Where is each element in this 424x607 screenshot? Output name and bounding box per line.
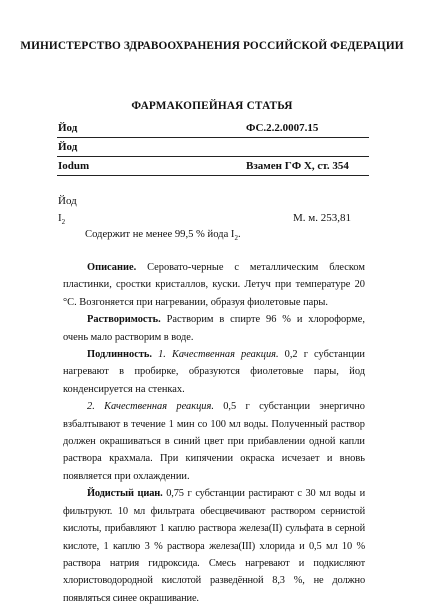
ministry-heading: МИНИСТЕРСТВО ЗДРАВООХРАНЕНИЯ РОССИЙСКОЙ ФЕДЕРАЦИИ <box>20 40 404 52</box>
name-russian-1: Йод <box>58 122 78 134</box>
article-code: ФС.2.2.0007.15 <box>246 122 319 134</box>
name-russian-2: Йод <box>58 141 78 153</box>
content-statement: Содержит не менее 99,5 % йода $I_2$. <box>85 229 241 243</box>
identity-label: Подлинность. <box>87 349 153 361</box>
substance-formula: $I_2$ <box>58 212 66 227</box>
identity-paragraph-2: 2. Качественная реакция. 0,5 г субстанции энергично взбалтывают в течение 1 мин со 100 мл воды. Полученный раствор должен окрашиваться в синий цвет при прибавлении одной капли раствора крахмала. При кипячении окраска исчезает и вновь появляется при охлаждении. <box>63 401 365 482</box>
substance-name: Йод <box>58 195 77 207</box>
identity-paragraph-1: Подлинность. 1. Качественная реакция. 0,2 г субстанции нагревают в пробирке, образуются фиолетовые пары, йод конденсируется на стенках. <box>63 349 365 395</box>
article-title: ФАРМАКОПЕЙНАЯ СТАТЬЯ <box>131 100 293 112</box>
cyanide-paragraph: Йодистый циан. 0,75 г субстанции растирают с 30 мл воды и фильтруют. 10 мл фильтрата обесцвечивают раствором сернистой кислоты, прибавляют 1 каплю раствора железа(II) сульфата в серной кислоте, 1 каплю 3 % раствора железа(III) хлорида и 0,5 мл 10 % раствора натрия гидроксида. Смесь нагревают и подкисляют хлористоводородной кислотой разведённой 8,3 %, не должно появляться синее окрашивание. <box>63 488 365 604</box>
monograph-body <box>63 259 365 607</box>
name-latin: Iodum <box>58 160 90 172</box>
molecular-mass: М. м. 253,81 <box>293 212 351 224</box>
header-rule-2 <box>57 156 369 157</box>
replaces-note: Взамен ГФ X, ст. 354 <box>246 160 349 172</box>
solubility-paragraph: Растворимость. Растворим в спирте 96 % и хлороформе, очень мало растворим в воде. <box>63 314 365 343</box>
cyanide-label: Йодистый циан. <box>87 488 163 500</box>
solubility-label: Растворимость. <box>87 314 161 326</box>
header-rule-1 <box>57 137 369 138</box>
header-rule-3 <box>57 175 369 176</box>
description-label: Описание. <box>87 262 137 273</box>
description-paragraph: Описание. Серовато-черные с металлическим блеском пластинки, сростки кристаллов, куски. Летуч при температуре 20 °С. Возгоняется при нагревании, образуя фиолетовые пары. <box>63 262 365 308</box>
